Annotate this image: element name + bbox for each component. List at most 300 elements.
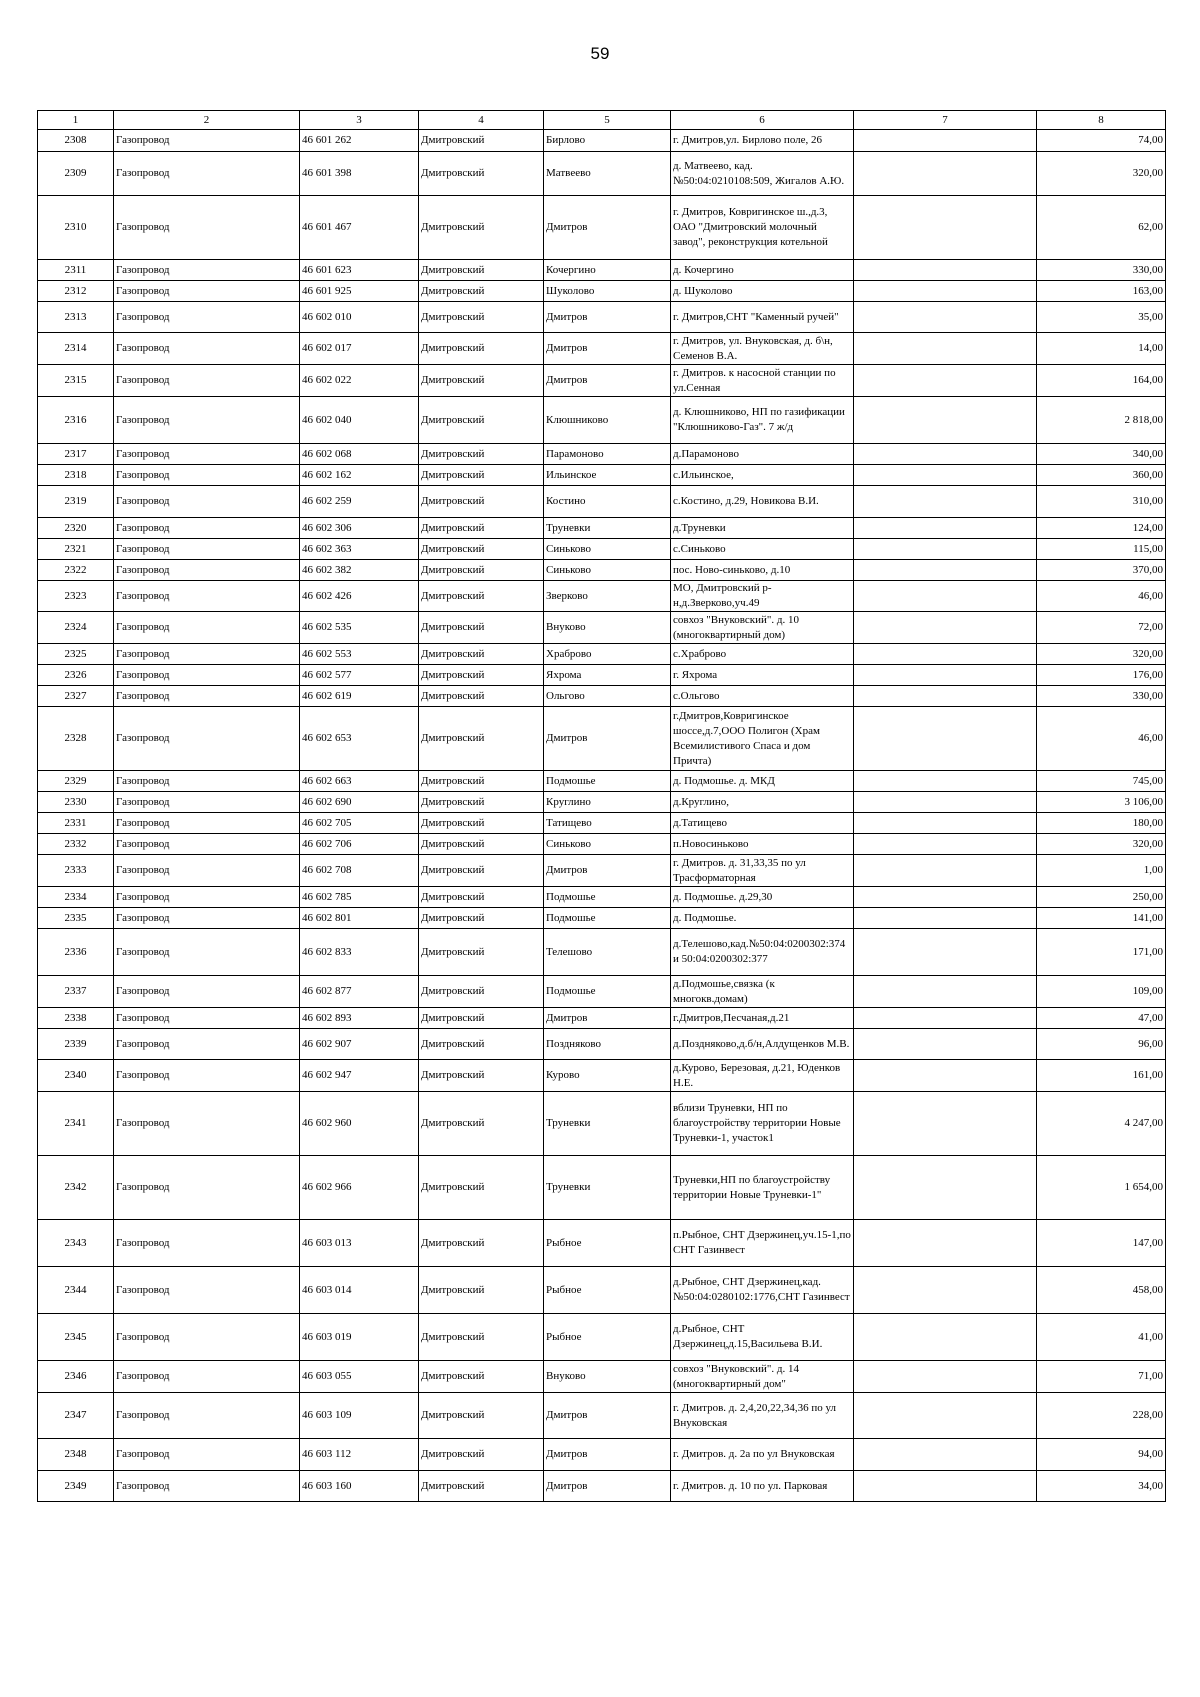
table-row — [38, 1156, 1166, 1220]
object-code-cell: 46 602 653 — [300, 707, 419, 771]
column-7-cell — [854, 302, 1037, 333]
address-cell: д. Подмошье. — [671, 908, 854, 929]
table-row — [38, 1439, 1166, 1471]
district-cell: Дмитровский — [419, 1439, 544, 1471]
object-code-cell: 46 602 801 — [300, 908, 419, 929]
column-header: 8 — [1037, 111, 1166, 130]
object-code-cell: 46 602 306 — [300, 518, 419, 539]
address-cell: д.Курово, Березовая, д.21, Юденков Н.Е. — [671, 1060, 854, 1092]
row-number-cell: 2322 — [38, 560, 114, 581]
address-cell: с.Ильинское, — [671, 465, 854, 486]
settlement-cell: Дмитров — [544, 1393, 671, 1439]
column-7-cell — [854, 1439, 1037, 1471]
row-number-cell: 2334 — [38, 887, 114, 908]
district-cell: Дмитровский — [419, 302, 544, 333]
row-number-cell: 2349 — [38, 1471, 114, 1502]
column-7-cell — [854, 771, 1037, 792]
settlement-cell: Внуково — [544, 612, 671, 644]
table-row — [38, 908, 1166, 929]
row-number-cell: 2328 — [38, 707, 114, 771]
settlement-cell: Труневки — [544, 518, 671, 539]
table-row — [38, 1220, 1166, 1267]
table-row — [38, 771, 1166, 792]
table-row — [38, 333, 1166, 365]
district-cell: Дмитровский — [419, 397, 544, 444]
object-code-cell: 46 602 010 — [300, 302, 419, 333]
settlement-cell: Дмитров — [544, 1439, 671, 1471]
column-7-cell — [854, 1471, 1037, 1502]
value-cell: 745,00 — [1037, 771, 1166, 792]
object-name-cell: Газопровод — [114, 908, 300, 929]
settlement-cell: Круглино — [544, 792, 671, 813]
value-cell: 340,00 — [1037, 444, 1166, 465]
value-cell: 115,00 — [1037, 539, 1166, 560]
settlement-cell: Бирлово — [544, 130, 671, 152]
object-code-cell: 46 602 577 — [300, 665, 419, 686]
table-row — [38, 444, 1166, 465]
table-row — [38, 130, 1166, 152]
settlement-cell: Яхрома — [544, 665, 671, 686]
object-name-cell: Газопровод — [114, 929, 300, 976]
object-code-cell: 46 601 398 — [300, 152, 419, 196]
column-header: 6 — [671, 111, 854, 130]
row-number-cell: 2311 — [38, 260, 114, 281]
column-7-cell — [854, 152, 1037, 196]
column-7-cell — [854, 686, 1037, 707]
table-row — [38, 929, 1166, 976]
object-name-cell: Газопровод — [114, 612, 300, 644]
table-row — [38, 518, 1166, 539]
settlement-cell: Подмошье — [544, 976, 671, 1008]
object-name-cell: Газопровод — [114, 1439, 300, 1471]
column-7-cell — [854, 1220, 1037, 1267]
row-number-cell: 2333 — [38, 855, 114, 887]
district-cell: Дмитровский — [419, 1314, 544, 1361]
value-cell: 94,00 — [1037, 1439, 1166, 1471]
object-name-cell: Газопровод — [114, 1029, 300, 1060]
address-cell: совхоз "Внуковский". д. 14 (многоквартирный дом" — [671, 1361, 854, 1393]
object-name-cell: Газопровод — [114, 1267, 300, 1314]
district-cell: Дмитровский — [419, 130, 544, 152]
table-row — [38, 581, 1166, 612]
district-cell: Дмитровский — [419, 1471, 544, 1502]
district-cell: Дмитровский — [419, 465, 544, 486]
address-cell: г. Дмитров. д. 31,33,35 по ул Трасформаторная — [671, 855, 854, 887]
object-name-cell: Газопровод — [114, 1156, 300, 1220]
row-number-cell: 2323 — [38, 581, 114, 612]
value-cell: 320,00 — [1037, 644, 1166, 665]
address-cell: Труневки,НП по благоустройству территории Новые Труневки-1" — [671, 1156, 854, 1220]
object-code-cell: 46 601 262 — [300, 130, 419, 152]
address-cell: д. Клюшниково, НП по газификации "Клюшниково-Газ". 7 ж/д — [671, 397, 854, 444]
object-code-cell: 46 603 013 — [300, 1220, 419, 1267]
address-cell: г. Яхрома — [671, 665, 854, 686]
address-cell: г. Дмитров,СНТ "Каменный ручей" — [671, 302, 854, 333]
column-7-cell — [854, 612, 1037, 644]
address-cell: п.Новосиньково — [671, 834, 854, 855]
object-name-cell: Газопровод — [114, 1393, 300, 1439]
table-row — [38, 665, 1166, 686]
settlement-cell: Курово — [544, 1060, 671, 1092]
row-number-cell: 2346 — [38, 1361, 114, 1393]
column-7-cell — [854, 1361, 1037, 1393]
district-cell: Дмитровский — [419, 686, 544, 707]
address-cell: д. Подмошье. д. МКД — [671, 771, 854, 792]
object-name-cell: Газопровод — [114, 581, 300, 612]
district-cell: Дмитровский — [419, 1267, 544, 1314]
table-row — [38, 1092, 1166, 1156]
district-cell: Дмитровский — [419, 581, 544, 612]
table-row — [38, 539, 1166, 560]
object-name-cell: Газопровод — [114, 1361, 300, 1393]
column-7-cell — [854, 1314, 1037, 1361]
settlement-cell: Дмитров — [544, 302, 671, 333]
row-number-cell: 2337 — [38, 976, 114, 1008]
table-row — [38, 644, 1166, 665]
row-number-cell: 2332 — [38, 834, 114, 855]
value-cell: 250,00 — [1037, 887, 1166, 908]
value-cell: 176,00 — [1037, 665, 1166, 686]
table-row — [38, 465, 1166, 486]
page-number: 59 — [590, 44, 610, 63]
address-cell: МО, Дмитровский р-н,д.Зверково,уч.49 — [671, 581, 854, 612]
column-header: 3 — [300, 111, 419, 130]
table-row — [38, 486, 1166, 518]
object-code-cell: 46 602 947 — [300, 1060, 419, 1092]
object-name-cell: Газопровод — [114, 196, 300, 260]
district-cell: Дмитровский — [419, 976, 544, 1008]
object-name-cell: Газопровод — [114, 813, 300, 834]
address-cell: г. Дмитров. д. 2а по ул Внуковская — [671, 1439, 854, 1471]
object-name-cell: Газопровод — [114, 792, 300, 813]
value-cell: 74,00 — [1037, 130, 1166, 152]
row-number-cell: 2308 — [38, 130, 114, 152]
table-row — [38, 792, 1166, 813]
value-cell: 320,00 — [1037, 834, 1166, 855]
table-row — [38, 302, 1166, 333]
row-number-cell: 2321 — [38, 539, 114, 560]
settlement-cell: Подмошье — [544, 908, 671, 929]
address-cell: с.Синьково — [671, 539, 854, 560]
column-7-cell — [854, 560, 1037, 581]
district-cell: Дмитровский — [419, 560, 544, 581]
object-name-cell: Газопровод — [114, 560, 300, 581]
value-cell: 41,00 — [1037, 1314, 1166, 1361]
value-cell: 109,00 — [1037, 976, 1166, 1008]
district-cell: Дмитровский — [419, 1361, 544, 1393]
table-row — [38, 834, 1166, 855]
column-7-cell — [854, 130, 1037, 152]
table-row — [38, 1267, 1166, 1314]
row-number-cell: 2343 — [38, 1220, 114, 1267]
object-name-cell: Газопровод — [114, 281, 300, 302]
address-cell: г. Дмитров,ул. Бирлово поле, 26 — [671, 130, 854, 152]
table-row — [38, 813, 1166, 834]
object-name-cell: Газопровод — [114, 302, 300, 333]
column-7-cell — [854, 813, 1037, 834]
settlement-cell: Шуколово — [544, 281, 671, 302]
address-cell: д.Рыбное, СНТ Дзержинец,д.15,Васильева В.И. — [671, 1314, 854, 1361]
settlement-cell: Клюшниково — [544, 397, 671, 444]
row-number-cell: 2319 — [38, 486, 114, 518]
table-row — [38, 976, 1166, 1008]
column-number-row — [38, 111, 1166, 130]
object-name-cell: Газопровод — [114, 539, 300, 560]
column-7-cell — [854, 929, 1037, 976]
settlement-cell: Дмитров — [544, 1471, 671, 1502]
column-header: 2 — [114, 111, 300, 130]
row-number-cell: 2331 — [38, 813, 114, 834]
object-code-cell: 46 602 022 — [300, 365, 419, 397]
table-row — [38, 1471, 1166, 1502]
district-cell: Дмитровский — [419, 908, 544, 929]
address-cell: д. Шуколово — [671, 281, 854, 302]
column-header: 1 — [38, 111, 114, 130]
column-7-cell — [854, 887, 1037, 908]
district-cell: Дмитровский — [419, 887, 544, 908]
row-number-cell: 2314 — [38, 333, 114, 365]
district-cell: Дмитровский — [419, 834, 544, 855]
address-cell: г. Дмитров. д. 10 по ул. Парковая — [671, 1471, 854, 1502]
settlement-cell: Кочергино — [544, 260, 671, 281]
settlement-cell: Рыбное — [544, 1314, 671, 1361]
address-cell: вблизи Труневки, НП по благоустройству территории Новые Труневки-1, участок1 — [671, 1092, 854, 1156]
settlement-cell: Костино — [544, 486, 671, 518]
column-7-cell — [854, 1060, 1037, 1092]
table-row — [38, 281, 1166, 302]
table-row — [38, 1361, 1166, 1393]
address-cell: п.Рыбное, СНТ Дзержинец,уч.15-1,по СНТ Газинвест — [671, 1220, 854, 1267]
column-7-cell — [854, 465, 1037, 486]
district-cell: Дмитровский — [419, 929, 544, 976]
district-cell: Дмитровский — [419, 444, 544, 465]
object-name-cell: Газопровод — [114, 855, 300, 887]
object-code-cell: 46 602 785 — [300, 887, 419, 908]
object-code-cell: 46 601 925 — [300, 281, 419, 302]
settlement-cell: Синьково — [544, 539, 671, 560]
value-cell: 163,00 — [1037, 281, 1166, 302]
column-header: 4 — [419, 111, 544, 130]
column-header: 7 — [854, 111, 1037, 130]
column-7-cell — [854, 1008, 1037, 1029]
table-row — [38, 560, 1166, 581]
row-number-cell: 2341 — [38, 1092, 114, 1156]
column-7-cell — [854, 581, 1037, 612]
object-name-cell: Газопровод — [114, 1008, 300, 1029]
column-7-cell — [854, 665, 1037, 686]
settlement-cell: Труневки — [544, 1156, 671, 1220]
address-cell: с.Ольгово — [671, 686, 854, 707]
settlement-cell: Поздняково — [544, 1029, 671, 1060]
row-number-cell: 2309 — [38, 152, 114, 196]
settlement-cell: Дмитров — [544, 196, 671, 260]
settlement-cell: Подмошье — [544, 771, 671, 792]
district-cell: Дмитровский — [419, 281, 544, 302]
object-code-cell: 46 601 623 — [300, 260, 419, 281]
table-row — [38, 152, 1166, 196]
object-code-cell: 46 602 893 — [300, 1008, 419, 1029]
object-name-cell: Газопровод — [114, 665, 300, 686]
row-number-cell: 2324 — [38, 612, 114, 644]
table-row — [38, 1008, 1166, 1029]
value-cell: 47,00 — [1037, 1008, 1166, 1029]
district-cell: Дмитровский — [419, 196, 544, 260]
district-cell: Дмитровский — [419, 771, 544, 792]
district-cell: Дмитровский — [419, 855, 544, 887]
table-row — [38, 365, 1166, 397]
row-number-cell: 2313 — [38, 302, 114, 333]
object-name-cell: Газопровод — [114, 1220, 300, 1267]
settlement-cell: Дмитров — [544, 707, 671, 771]
value-cell: 96,00 — [1037, 1029, 1166, 1060]
object-code-cell: 46 602 960 — [300, 1092, 419, 1156]
column-7-cell — [854, 260, 1037, 281]
settlement-cell: Внуково — [544, 1361, 671, 1393]
district-cell: Дмитровский — [419, 152, 544, 196]
value-cell: 320,00 — [1037, 152, 1166, 196]
address-cell: д.Парамоново — [671, 444, 854, 465]
object-name-cell: Газопровод — [114, 976, 300, 1008]
district-cell: Дмитровский — [419, 1060, 544, 1092]
table-row — [38, 1029, 1166, 1060]
settlement-cell: Дмитров — [544, 333, 671, 365]
table-row — [38, 260, 1166, 281]
address-cell: г.Дмитров,Песчаная,д.21 — [671, 1008, 854, 1029]
district-cell: Дмитровский — [419, 1029, 544, 1060]
settlement-cell: Синьково — [544, 834, 671, 855]
column-7-cell — [854, 1393, 1037, 1439]
row-number-cell: 2320 — [38, 518, 114, 539]
column-header: 5 — [544, 111, 671, 130]
row-number-cell: 2336 — [38, 929, 114, 976]
value-cell: 4 247,00 — [1037, 1092, 1166, 1156]
district-cell: Дмитровский — [419, 333, 544, 365]
value-cell: 2 818,00 — [1037, 397, 1166, 444]
column-7-cell — [854, 444, 1037, 465]
row-number-cell: 2344 — [38, 1267, 114, 1314]
object-code-cell: 46 602 068 — [300, 444, 419, 465]
district-cell: Дмитровский — [419, 518, 544, 539]
column-7-cell — [854, 707, 1037, 771]
registry-table — [37, 110, 1166, 1502]
table-row — [38, 397, 1166, 444]
district-cell: Дмитровский — [419, 1220, 544, 1267]
address-cell: д.Труневки — [671, 518, 854, 539]
column-7-cell — [854, 397, 1037, 444]
value-cell: 34,00 — [1037, 1471, 1166, 1502]
value-cell: 147,00 — [1037, 1220, 1166, 1267]
object-name-cell: Газопровод — [114, 707, 300, 771]
column-7-cell — [854, 1156, 1037, 1220]
column-7-cell — [854, 518, 1037, 539]
row-number-cell: 2340 — [38, 1060, 114, 1092]
value-cell: 330,00 — [1037, 686, 1166, 707]
column-7-cell — [854, 792, 1037, 813]
column-7-cell — [854, 855, 1037, 887]
settlement-cell: Храброво — [544, 644, 671, 665]
address-cell: д.Поздняково,д.б/н,Алдущенков М.В. — [671, 1029, 854, 1060]
value-cell: 310,00 — [1037, 486, 1166, 518]
address-cell: д. Кочергино — [671, 260, 854, 281]
column-7-cell — [854, 976, 1037, 1008]
object-code-cell: 46 603 019 — [300, 1314, 419, 1361]
row-number-cell: 2342 — [38, 1156, 114, 1220]
object-code-cell: 46 602 259 — [300, 486, 419, 518]
object-name-cell: Газопровод — [114, 686, 300, 707]
value-cell: 370,00 — [1037, 560, 1166, 581]
table-row — [38, 612, 1166, 644]
object-code-cell: 46 602 907 — [300, 1029, 419, 1060]
row-number-cell: 2338 — [38, 1008, 114, 1029]
settlement-cell: Матвеево — [544, 152, 671, 196]
row-number-cell: 2312 — [38, 281, 114, 302]
row-number-cell: 2318 — [38, 465, 114, 486]
object-name-cell: Газопровод — [114, 887, 300, 908]
object-name-cell: Газопровод — [114, 444, 300, 465]
settlement-cell: Татищево — [544, 813, 671, 834]
settlement-cell: Дмитров — [544, 1008, 671, 1029]
district-cell: Дмитровский — [419, 1393, 544, 1439]
district-cell: Дмитровский — [419, 792, 544, 813]
address-cell: г. Дмитров, Ковригинское ш.,д.3, ОАО "Дмитровский молочный завод", реконструкция котельной — [671, 196, 854, 260]
object-code-cell: 46 603 014 — [300, 1267, 419, 1314]
settlement-cell: Телешово — [544, 929, 671, 976]
table-row — [38, 1393, 1166, 1439]
address-cell: совхоз "Внуковский". д. 10 (многоквартирный дом) — [671, 612, 854, 644]
table-row — [38, 196, 1166, 260]
object-name-cell: Газопровод — [114, 1092, 300, 1156]
district-cell: Дмитровский — [419, 644, 544, 665]
value-cell: 46,00 — [1037, 707, 1166, 771]
settlement-cell: Синьково — [544, 560, 671, 581]
column-7-cell — [854, 834, 1037, 855]
row-number-cell: 2347 — [38, 1393, 114, 1439]
row-number-cell: 2348 — [38, 1439, 114, 1471]
row-number-cell: 2339 — [38, 1029, 114, 1060]
address-cell: д. Матвеево, кад.№50:04:0210108:509, Жигалов А.Ю. — [671, 152, 854, 196]
value-cell: 164,00 — [1037, 365, 1166, 397]
address-cell: д.Рыбное, СНТ Дзержинец,кад.№50:04:0280102:1776,СНТ Газинвест — [671, 1267, 854, 1314]
object-code-cell: 46 602 162 — [300, 465, 419, 486]
row-number-cell: 2329 — [38, 771, 114, 792]
object-code-cell: 46 603 055 — [300, 1361, 419, 1393]
object-code-cell: 46 602 877 — [300, 976, 419, 1008]
row-number-cell: 2330 — [38, 792, 114, 813]
row-number-cell: 2327 — [38, 686, 114, 707]
settlement-cell: Дмитров — [544, 365, 671, 397]
address-cell: г.Дмитров,Ковригинское шоссе,д.7,ООО Полигон (Храм Всемилистивого Спаса и дом Причта) — [671, 707, 854, 771]
column-7-cell — [854, 1092, 1037, 1156]
value-cell: 180,00 — [1037, 813, 1166, 834]
table-row — [38, 686, 1166, 707]
table-row — [38, 1060, 1166, 1092]
column-7-cell — [854, 281, 1037, 302]
value-cell: 35,00 — [1037, 302, 1166, 333]
object-name-cell: Газопровод — [114, 365, 300, 397]
address-cell: г. Дмитров. д. 2,4,20,22,34,36 по ул Внуковская — [671, 1393, 854, 1439]
district-cell: Дмитровский — [419, 1008, 544, 1029]
address-cell: д.Подмошье,связка (к многокв.домам) — [671, 976, 854, 1008]
value-cell: 124,00 — [1037, 518, 1166, 539]
table-row — [38, 1314, 1166, 1361]
column-7-cell — [854, 196, 1037, 260]
value-cell: 62,00 — [1037, 196, 1166, 260]
address-cell: с.Костино, д.29, Новикова В.И. — [671, 486, 854, 518]
value-cell: 360,00 — [1037, 465, 1166, 486]
table-row — [38, 707, 1166, 771]
object-name-cell: Газопровод — [114, 518, 300, 539]
object-name-cell: Газопровод — [114, 465, 300, 486]
